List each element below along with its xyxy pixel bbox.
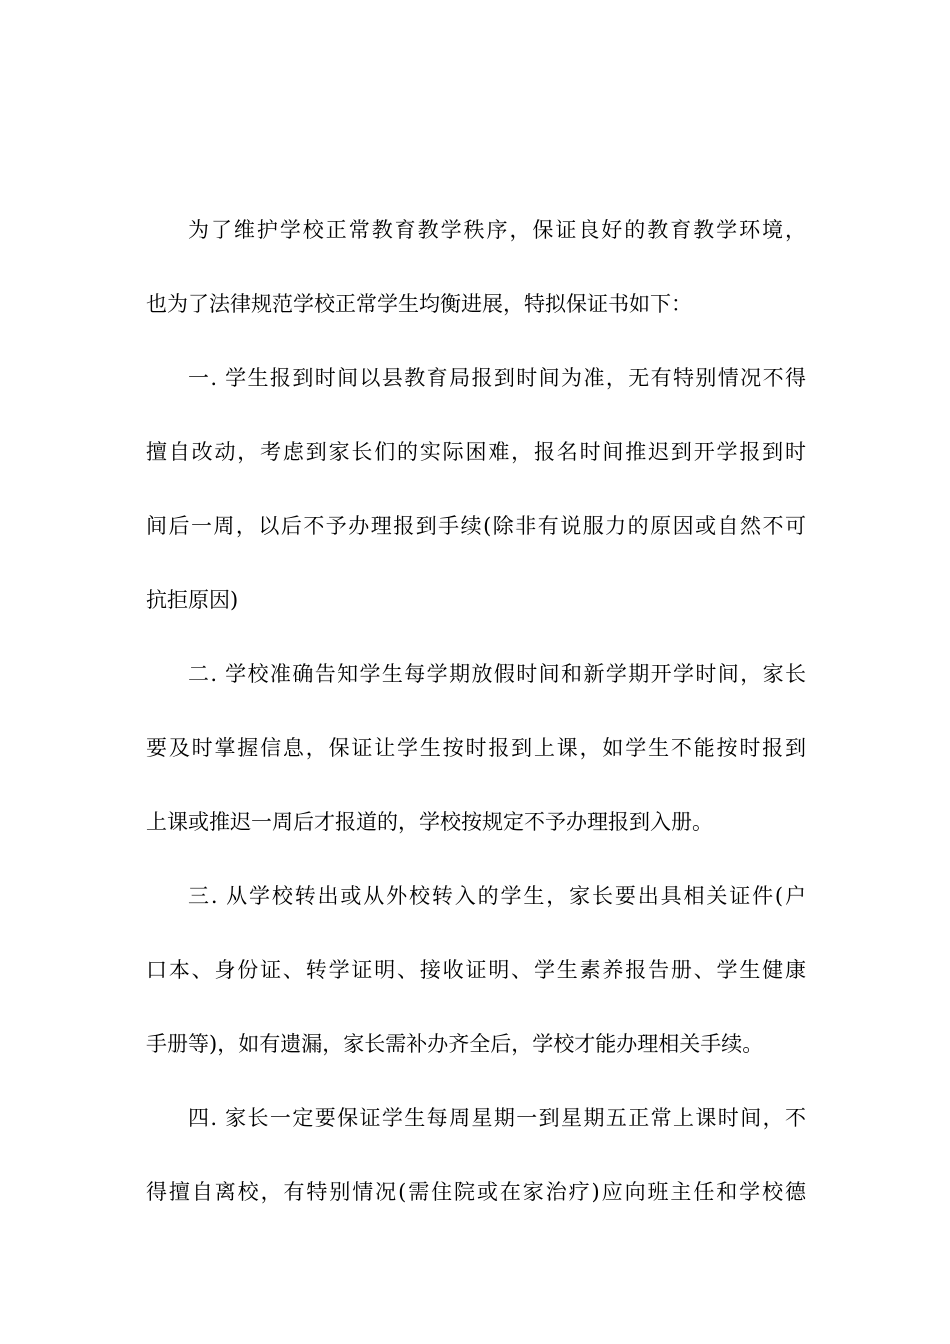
paragraph-item-3 (146, 866, 806, 1088)
document-body (146, 200, 806, 1236)
paragraph-intro (146, 200, 806, 348)
paragraph-item-1 (146, 348, 806, 644)
text-line: 得擅自离校，有特别情况(需住院或在家治疗)应向班主任和学校德 (146, 1180, 806, 1204)
text-line: 也为了法律规范学校正常学生均衡进展，特拟保证书如下： (146, 292, 692, 316)
text-line: 手册等)，如有遗漏，家长需补办齐全后，学校才能办理相关手续。 (146, 1032, 764, 1056)
text-line: 抗拒原因) (146, 588, 239, 612)
text-line: 上课或推迟一周后才报道的，学校按规定不予办理报到入册。 (146, 810, 713, 834)
text-line: 擅自改动，考虑到家长们的实际困难，报名时间推迟到开学报到时 (146, 440, 806, 464)
text-line: 要及时掌握信息，保证让学生按时报到上课，如学生不能按时报到 (146, 736, 806, 760)
text-line: 二. 学校准确告知学生每学期放假时间和新学期开学时间，家长 (188, 662, 806, 686)
paragraph-item-2 (146, 644, 806, 866)
text-line: 三. 从学校转出或从外校转入的学生，家长要出具相关证件(户 (188, 884, 806, 908)
text-line: 四. 家长一定要保证学生每周星期一到星期五正常上课时间，不 (188, 1106, 806, 1130)
text-line: 为了维护学校正常教育教学秩序，保证良好的教育教学环境， (188, 218, 806, 242)
paragraph-item-4 (146, 1088, 806, 1236)
text-line: 口本、身份证、转学证明、接收证明、学生素养报告册、学生健康 (146, 958, 806, 982)
text-line: 间后一周，以后不予办理报到手续(除非有说服力的原因或自然不可 (146, 514, 806, 538)
text-line: 一. 学生报到时间以县教育局报到时间为准，无有特别情况不得 (188, 366, 806, 390)
